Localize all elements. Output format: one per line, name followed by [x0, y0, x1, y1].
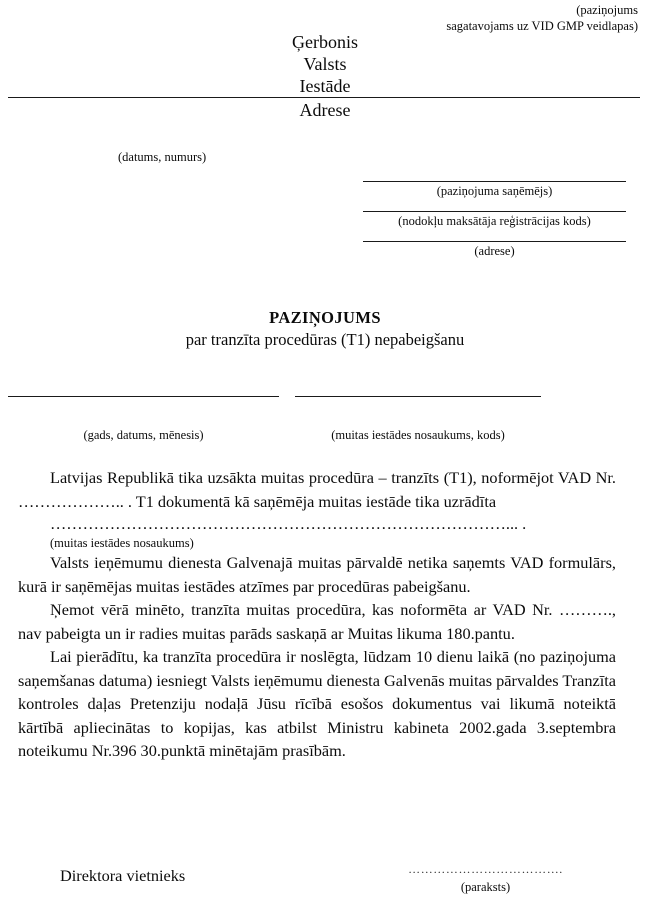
document-footer [0, 862, 650, 909]
form-note-line1: (paziņojums [576, 3, 638, 17]
body-paragraph-4: Lai pierādītu, ka tranzīta procedūra ir noslēgta, lūdzam 10 dienu laikā (no paziņojuma saņemšanas datuma) iesniegt Valsts ieņēmumu dienesta Galvenās muitas pārvaldes Tranzīta kontroles daļas Pretenziju nodaļā Jūsu rīcībā esošos dokumentus vai likumā noteiktā kārtībā apliecinātas to kopijas, kas atbilst Ministru kabineta 2002.gada 3.septembra noteikumu Nr.396 30.punktā minētajām prasībām. [18, 647, 616, 760]
date-field-caption: (gads, datums, mēnesis) [83, 428, 204, 442]
document-title-block [0, 307, 650, 351]
body-paragraph-1: Latvijas Republikā tika uzsākta muitas procedūra – tranzīts (T1), noformējot VAD Nr. ……………….. . T1 dokumentā kā saņēmēja muitas iestāde tika uzrādīta [18, 468, 616, 511]
recipient-address-caption: (adrese) [363, 241, 626, 266]
customs-office-rule [295, 396, 541, 397]
form-note [338, 2, 638, 34]
letterhead-divider [8, 97, 640, 98]
letterhead-emblem-label: Ģerbonis [292, 32, 358, 52]
date-number-caption: (datums, numurs) [118, 150, 207, 164]
customs-office-caption: (muitas iestādes nosaukums, kods) [331, 428, 505, 442]
signature-dotted-line: ………………………………. [408, 862, 563, 876]
letterhead-address-label: Adrese [299, 100, 351, 120]
recipient-block [363, 181, 626, 266]
letterhead [0, 31, 650, 97]
date-field-rule [8, 396, 279, 397]
letterhead-state-label: Valsts [303, 54, 347, 74]
form-note-line2: sagatavojams uz VID GMP veidlapas) [446, 19, 638, 33]
page-subtitle: par tranzīta procedūras (T1) nepabeigšanu [185, 330, 465, 349]
signature-caption: (paraksts) [460, 880, 511, 894]
document-body [18, 466, 616, 763]
body-paragraph-2: Valsts ieņēmumu dienesta Galvenajā muitas pārvaldē netika saņemts VAD formulārs, kurā ir saņēmējas muitas iestādes atzīmes par procedūras pabeigšanu. [18, 553, 616, 596]
page-title: PAZIŅOJUMS [269, 308, 381, 327]
signature-block [398, 862, 573, 896]
signer-role: Direktora vietnieks [60, 866, 186, 885]
customs-office-dotted-field: …………………………………………………………………………... . [50, 514, 527, 533]
recipient-taxcode-caption: (nodokļu maksātāja reģistrācijas kods) [363, 211, 626, 236]
letterhead-institution-label: Iestāde [299, 76, 351, 96]
customs-office-dotted-caption: (muitas iestādes nosaukums) [50, 536, 194, 550]
body-paragraph-3: Ņemot vērā minēto, tranzīta muitas procedūra, kas noformēta ar VAD Nr. ………., nav pabeigta un ir radies muitas parāds saskaņā ar Muitas likuma 180.pantu. [18, 600, 616, 643]
recipient-name-caption: (paziņojuma saņēmējs) [363, 181, 626, 206]
